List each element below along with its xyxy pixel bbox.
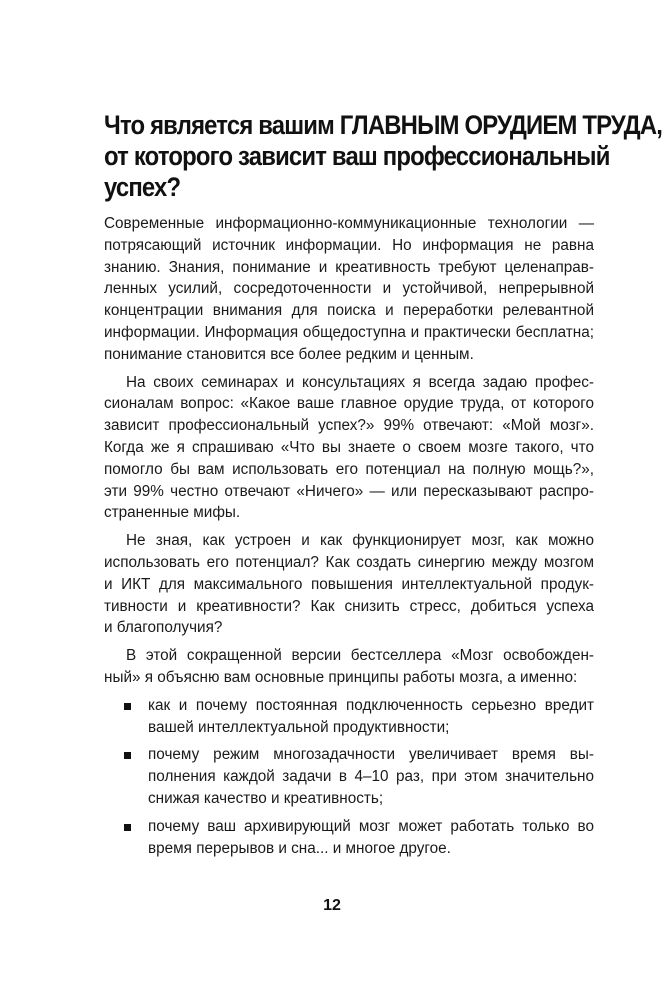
paragraph bbox=[104, 372, 594, 525]
page-number: 12 bbox=[323, 897, 341, 914]
text-line: почему режим многозадачности увеличивает время вы- bbox=[148, 746, 594, 764]
section-heading bbox=[104, 110, 663, 203]
text-line: использовать его потенциал? Как создать синергию между мозгом bbox=[104, 553, 594, 571]
text-line: полнения каждой задачи в 4–10 раз, при этом значительно bbox=[148, 768, 594, 786]
heading-line: Что является вашим ГЛАВНЫМ ОРУДИЕМ ТРУДА, bbox=[104, 110, 663, 140]
text-line: информации. Информация общедоступна и практически бесплатна; bbox=[104, 323, 594, 341]
paragraph bbox=[104, 530, 594, 639]
list-item bbox=[104, 744, 594, 809]
text-line: как и почему постоянная подключенность серьезно вредит bbox=[148, 696, 594, 714]
text-line: эти 99% честно отвечают «Ничего» — или пересказывают распро- bbox=[104, 482, 594, 500]
text-line: потрясающий источник информации. Но информация не равна bbox=[104, 236, 594, 254]
text-line: знанию. Знания, понимание и креативность требуют целенаправ- bbox=[104, 258, 594, 276]
text-line: Не зная, как устроен и как функционирует мозг, как можно bbox=[126, 532, 594, 550]
text-line: Современные информационно-коммуникационные технологии — bbox=[104, 215, 594, 232]
heading-line: успех? bbox=[104, 172, 181, 202]
list-item bbox=[104, 816, 594, 860]
text-line: почему ваш архивирующий мозг может работать только во bbox=[148, 817, 594, 835]
page-body bbox=[104, 110, 663, 865]
text-line: снижая качество и креативность; bbox=[148, 789, 384, 807]
body-text bbox=[104, 213, 594, 859]
text-line: и благополучия? bbox=[104, 619, 223, 637]
text-line: сионалам вопрос: «Какое ваше главное орудие труда, от которого bbox=[104, 395, 594, 413]
square-bullet-icon bbox=[124, 824, 131, 831]
text-line: Когда же я спрашиваю «Что вы знаете о своем мозге такого, что bbox=[104, 438, 594, 456]
square-bullet-icon bbox=[124, 703, 131, 710]
paragraph bbox=[104, 645, 594, 689]
list-item bbox=[104, 695, 594, 739]
text-line: ленных усилий, сосредоточенности и устойчивой, непрерывной bbox=[104, 280, 594, 298]
heading-line: от которого зависит ваш профессиональный bbox=[104, 141, 610, 171]
bullet-list bbox=[104, 695, 594, 860]
text-line: На своих семинарах и консультациях я всегда задаю профес- bbox=[126, 373, 594, 391]
text-line: вашей интеллектуальной продуктивности; bbox=[148, 718, 450, 736]
text-line: тивности и креативности? Как снизить стресс, добиться успеха bbox=[104, 597, 594, 615]
text-line: В этой сокращенной версии бестселлера «Мозг освобожден- bbox=[126, 647, 594, 665]
text-line: зависит профессиональный успех?» 99% отвечают: «Мой мозг». bbox=[104, 417, 594, 435]
text-line: время перерывов и сна... и многое другое. bbox=[148, 839, 451, 857]
text-line: понимание становится все более редким и ценным. bbox=[104, 345, 474, 363]
text-line: страненные мифы. bbox=[104, 504, 241, 522]
text-line: помогло бы вам использовать его потенциал на полную мощь?», bbox=[104, 460, 594, 478]
text-line: и ИКТ для максимального повышения интеллектуальной продук- bbox=[104, 575, 594, 593]
paragraph bbox=[104, 213, 594, 366]
text-line: ный» я объясню вам основные принципы работы мозга, а именно: bbox=[104, 668, 578, 686]
square-bullet-icon bbox=[124, 752, 131, 759]
text-line: концентрации внимания для поиска и переработки релевантной bbox=[104, 302, 594, 320]
